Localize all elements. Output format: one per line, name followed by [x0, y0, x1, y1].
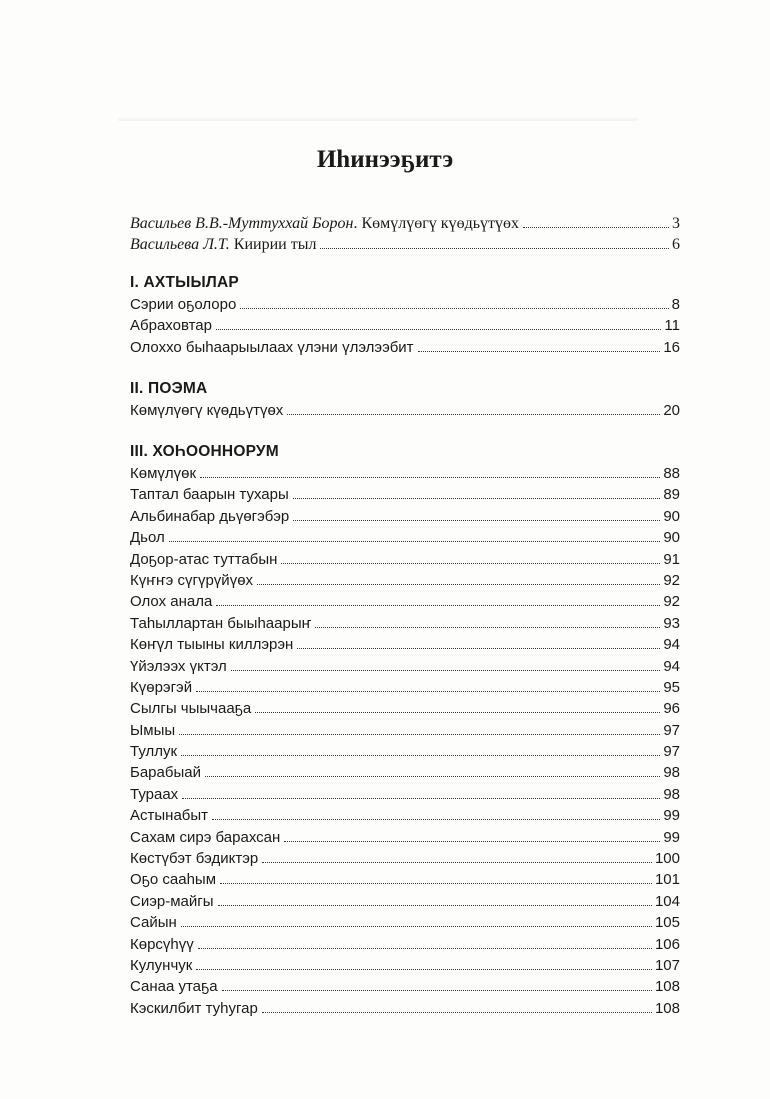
dot-leader	[284, 841, 660, 842]
dot-leader	[255, 712, 660, 713]
dot-leader	[222, 990, 652, 991]
page-number: 108	[654, 978, 680, 996]
page-number: 3	[672, 215, 680, 232]
dot-leader	[320, 248, 669, 249]
entry-title: Таhыллартан быыhаарыҥ	[130, 614, 312, 632]
toc-entry[interactable]	[130, 698, 680, 719]
dot-leader	[523, 227, 669, 228]
entry-title: Күҥҥэ сүгүрүйүөх	[130, 571, 254, 589]
toc-entry[interactable]	[130, 741, 680, 762]
dot-leader	[169, 541, 661, 542]
toc-entry[interactable]	[130, 955, 680, 976]
entry-title: Абраховтар	[130, 317, 212, 335]
entry-title: Астынабыт	[130, 807, 209, 825]
page-number: 92	[663, 593, 680, 611]
dot-leader	[262, 862, 652, 863]
entry-title: Сахам сирэ барахсан	[130, 828, 281, 846]
page-number: 16	[663, 338, 680, 356]
dot-leader	[200, 477, 660, 478]
section-heading: III. ХОҺООННОРУМ	[130, 443, 279, 460]
toc-entry[interactable]	[130, 570, 680, 591]
page-number: 90	[663, 529, 680, 547]
toc-entry[interactable]	[130, 762, 680, 783]
entry-title: Көстүбэт бэдиктэр	[130, 850, 259, 868]
entry-title: Көрсүhүү	[130, 935, 194, 953]
entry-title: Альбинабар дьүөгэбэр	[130, 507, 290, 525]
dot-leader	[182, 798, 660, 799]
dot-leader	[293, 498, 661, 499]
page-number: 89	[663, 486, 680, 504]
entry-title: Оҕо сааhым	[130, 871, 217, 889]
page-number: 91	[663, 550, 680, 568]
page-number: 93	[663, 614, 680, 632]
page-number: 100	[654, 850, 680, 868]
page-number: 99	[663, 828, 680, 846]
entry-title: Сылгы чыычааҕа	[130, 700, 252, 718]
page-number: 97	[663, 721, 680, 739]
entry-title: Сэрии оҕолоро	[130, 296, 237, 313]
dot-leader	[287, 414, 660, 415]
entry-title: Күөрэгэй	[130, 678, 193, 696]
toc-entry[interactable]	[130, 337, 680, 358]
dot-leader	[231, 670, 661, 671]
dot-leader	[216, 329, 661, 330]
dot-leader	[181, 755, 660, 756]
toc-entry[interactable]	[130, 400, 680, 421]
dot-leader	[196, 691, 660, 692]
toc-entry[interactable]	[130, 891, 680, 912]
toc-entry[interactable]	[130, 869, 680, 890]
entry-title: Көмүлүөгү күөдьүтүөх	[130, 402, 284, 419]
dot-leader	[240, 308, 668, 309]
entry-title: Санаа утаҕа	[130, 978, 218, 996]
dot-leader	[220, 883, 652, 884]
dot-leader	[196, 969, 652, 970]
toc-entry[interactable]	[130, 294, 680, 315]
entry-title: Кулунчук	[130, 956, 193, 974]
toc-intro	[130, 213, 680, 256]
toc-entry[interactable]	[130, 463, 680, 484]
entry-author: Васильев В.В.-Муттуххай Борон	[130, 215, 354, 232]
toc-entry[interactable]	[130, 720, 680, 741]
page-number: 8	[671, 296, 680, 313]
page-number: 96	[663, 700, 680, 718]
dot-leader	[315, 627, 660, 628]
page-number: 108	[654, 999, 680, 1017]
toc-entry[interactable]	[130, 784, 680, 805]
dot-leader	[257, 584, 660, 585]
dot-leader	[198, 948, 652, 949]
entry-title: Ымыы	[130, 721, 176, 739]
entry-title: Туллук	[130, 743, 178, 761]
toc-entry[interactable]	[130, 613, 680, 634]
entry-title: Дьол	[130, 529, 165, 547]
page-number: 106	[654, 935, 680, 953]
page-number: 94	[663, 657, 680, 675]
entry-title: Көҥүл тыыны киллэрэн	[130, 636, 294, 654]
toc-entry[interactable]	[130, 315, 680, 336]
entry-author: Васильева Л.Т.	[130, 236, 230, 254]
toc-entry[interactable]	[130, 591, 680, 612]
page-number: 98	[663, 764, 680, 782]
toc-entry[interactable]	[130, 848, 680, 869]
toc-entry[interactable]	[130, 506, 680, 527]
page-number: 105	[654, 914, 680, 932]
page-number: 95	[663, 678, 680, 696]
dot-leader	[179, 734, 660, 735]
page-number: 11	[664, 317, 680, 335]
toc-entry[interactable]	[130, 934, 680, 955]
toc-entry[interactable]	[130, 677, 680, 698]
page-number: 104	[654, 892, 680, 910]
toc-entry[interactable]	[130, 549, 680, 570]
page-number: 90	[663, 507, 680, 525]
page-number: 6	[672, 236, 680, 254]
entry-title: Таптал баарын тухары	[130, 486, 289, 504]
toc-entry[interactable]	[130, 805, 680, 826]
entry-title: Сиэр-майгы	[130, 892, 214, 910]
page-number: 92	[663, 571, 680, 589]
dot-leader	[205, 776, 660, 777]
page-number: 98	[663, 785, 680, 803]
dot-leader	[293, 520, 660, 521]
toc-entry[interactable]	[130, 827, 680, 848]
page-number: 97	[663, 743, 680, 761]
dot-leader	[181, 926, 652, 927]
entry-title: Олох анала	[130, 593, 213, 611]
toc-entry[interactable]	[130, 213, 680, 234]
toc-entry[interactable]	[130, 527, 680, 548]
page-number: 99	[663, 807, 680, 825]
entry-title: Сайын	[130, 914, 177, 932]
toc-entry[interactable]	[130, 484, 680, 505]
page-number: 94	[663, 636, 680, 654]
toc-section-3	[130, 441, 680, 1019]
entry-title: Тураах	[130, 785, 179, 803]
entry-title: . Көмүлүөгү күөдьүтүөх	[353, 215, 519, 232]
page-number: 20	[663, 402, 680, 419]
toc-section-2	[130, 378, 680, 421]
section-heading: II. ПОЭМА	[130, 380, 208, 397]
page-number: 101	[654, 871, 680, 889]
entry-title: Үйэлээх үктэл	[130, 657, 227, 675]
entry-title: Барабыай	[130, 764, 201, 782]
section-heading: I. АХТЫЫЛАР	[130, 274, 239, 291]
dot-leader	[212, 819, 660, 820]
dot-leader	[218, 905, 652, 906]
dot-leader	[262, 1012, 652, 1013]
toc-entry[interactable]	[130, 656, 680, 677]
toc-entry[interactable]	[130, 998, 680, 1019]
dot-leader	[297, 648, 660, 649]
entry-title: Олоххо быhаарыылаах үлэни үлэлээбит	[130, 338, 414, 356]
entry-title: Киирии тыл	[229, 236, 317, 254]
dot-leader	[216, 605, 660, 606]
page-number: 107	[654, 956, 680, 974]
toc-title: Иhинээҕитэ	[316, 146, 454, 173]
dot-leader	[281, 563, 660, 564]
toc-section-1	[130, 272, 680, 358]
entry-title: Көмүлүөк	[130, 465, 197, 482]
toc-entry[interactable]	[130, 912, 680, 933]
toc-entry[interactable]	[130, 634, 680, 655]
toc-entry[interactable]	[130, 234, 680, 255]
toc-entry[interactable]	[130, 976, 680, 997]
page-number: 88	[663, 465, 680, 482]
dot-leader	[418, 351, 661, 352]
entry-title: Кэскилбит туhугар	[130, 999, 258, 1017]
entry-title: Доҕор-атас туттабын	[130, 550, 278, 568]
